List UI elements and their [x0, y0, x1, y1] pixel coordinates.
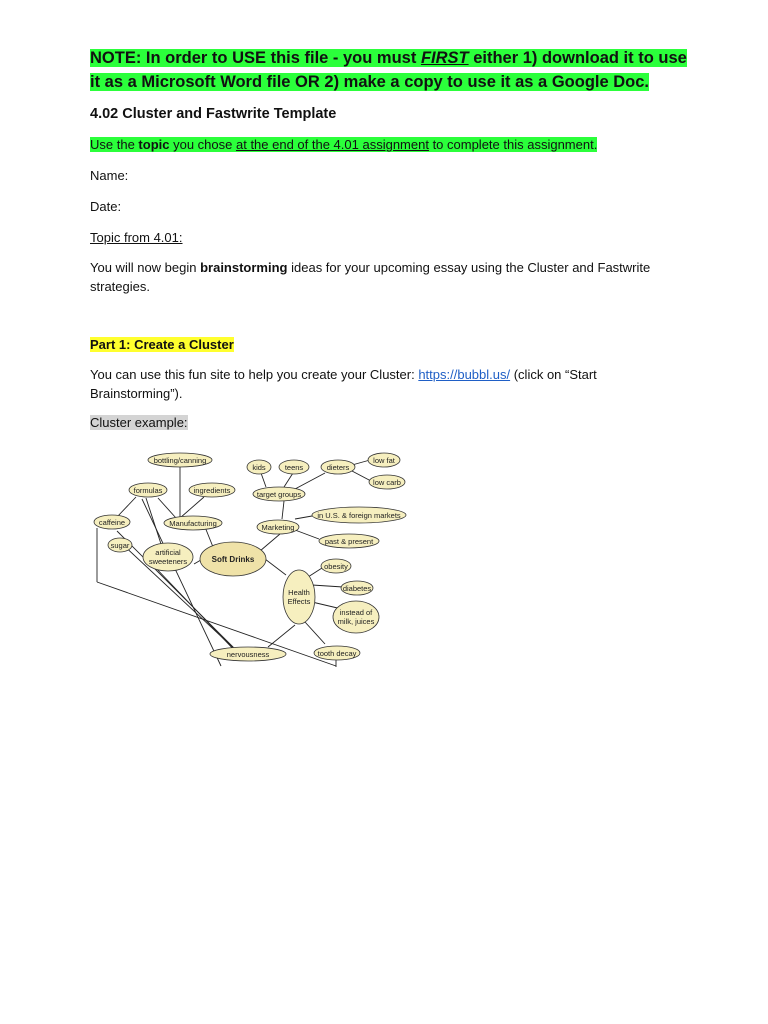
note-banner [90, 46, 690, 94]
intro-paragraph [90, 258, 690, 296]
label-caffeine: caffeine [98, 518, 126, 527]
label-teens: teens [284, 463, 304, 472]
label-manufacturing: Manufacturing [169, 519, 217, 528]
part1-paragraph [90, 365, 690, 403]
instruction-text-a: Use the [90, 137, 139, 152]
label-health-1: Health [288, 588, 310, 597]
label-dieters: dieters [326, 463, 350, 472]
label-target-groups: target groups [256, 490, 302, 499]
label-health-2: Effects [287, 597, 311, 606]
label-kids: kids [252, 463, 266, 472]
instruction-text-b: you chose [169, 137, 236, 152]
label-ingredients: ingredients [193, 486, 231, 495]
label-low-fat: low fat [373, 456, 395, 465]
label-formulas: formulas [133, 486, 163, 495]
label-instead-2: milk, juices [337, 617, 375, 626]
label-marketing: Marketing [261, 523, 295, 532]
label-soft-drinks: Soft Drinks [211, 555, 255, 564]
instruction-topic: topic [138, 137, 170, 152]
note-text-2: either 1) download it to use it as a Microsoft Word file OR 2) make a copy to use it as a Google Doc. [90, 49, 687, 91]
label-bottling: bottling/canning [153, 456, 207, 465]
label-past-present: past & present [324, 537, 374, 546]
instruction-text-c: to complete this assignment. [428, 137, 598, 152]
label-tooth-decay: tooth decay [317, 649, 357, 658]
cluster-diagram [90, 447, 410, 671]
label-sugar: sugar [110, 541, 130, 550]
cluster-example-label [90, 413, 690, 432]
name-field-label: Name: [90, 168, 129, 183]
intro-text-a: You will now begin [90, 260, 201, 275]
bubbl-link[interactable]: https://bubbl.us/ [418, 367, 511, 382]
label-diabetes: diabetes [342, 584, 372, 593]
label-sweeteners-2: sweeteners [148, 557, 188, 566]
note-text-1: NOTE: In order to USE this file - you must [90, 49, 421, 67]
part1-text-a: You can use this fun site to help you create your Cluster: [90, 367, 419, 382]
label-us-foreign: in U.S. & foreign markets [317, 511, 401, 520]
note-first: FIRST [420, 49, 469, 67]
part1-heading-text: Part 1: Create a Cluster [90, 337, 234, 352]
document-page [90, 46, 690, 432]
page-title: 4.02 Cluster and Fastwrite Template [90, 106, 337, 122]
intro-text-b: ideas for your upcoming essay using the Cluster and Fastwrite strategies. [90, 260, 651, 294]
intro-bold: brainstorming [200, 260, 288, 275]
date-field-label: Date: [90, 199, 122, 214]
topic-field-label: Topic from 4.01: [90, 230, 183, 245]
label-sweeteners-1: artificial [155, 548, 181, 557]
part1-text-b: (click on “Start Brainstorming”). [90, 367, 597, 401]
label-instead-1: instead of [339, 608, 373, 617]
label-low-carb: low carb [373, 478, 401, 487]
instruction-line [90, 135, 690, 154]
instruction-end: at the end of the 4.01 assignment [235, 137, 429, 152]
label-nervousness: nervousness [226, 650, 270, 659]
cluster-example-label-text: Cluster example: [90, 415, 188, 430]
part1-heading [90, 335, 690, 354]
label-obesity: obesity [324, 562, 348, 571]
